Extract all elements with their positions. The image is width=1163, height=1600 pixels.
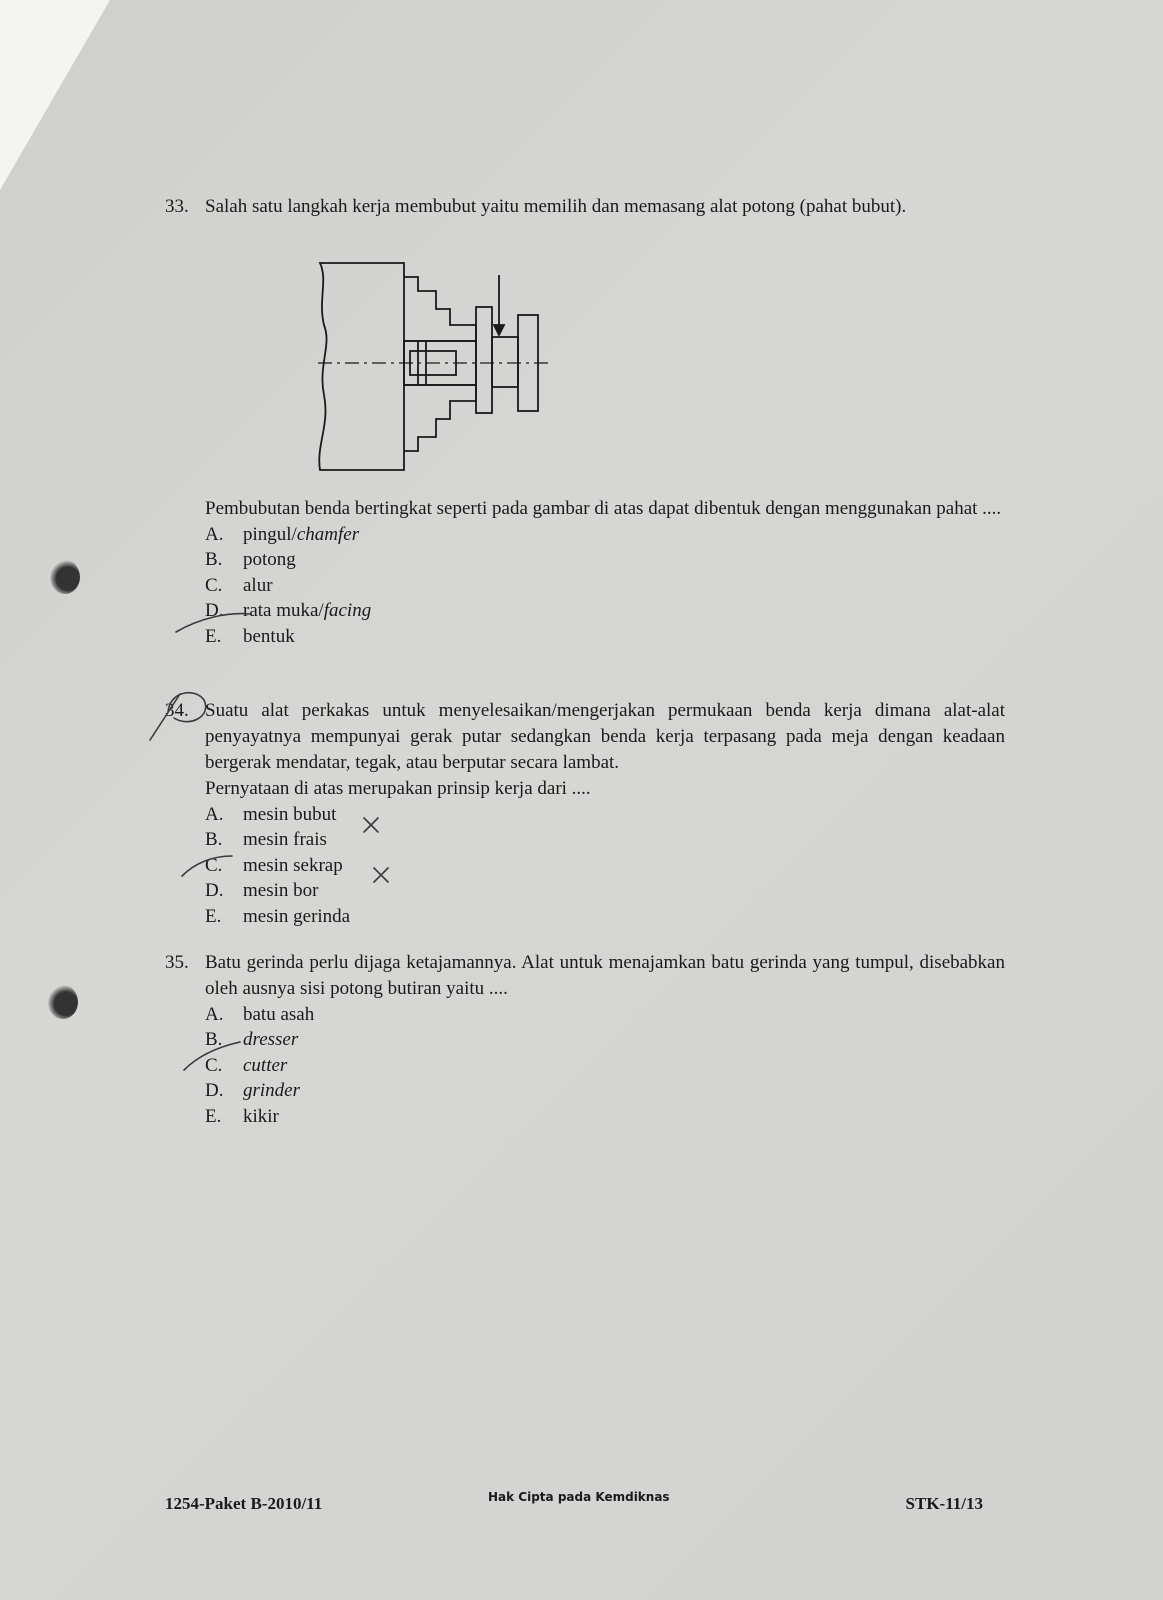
option-c[interactable]: C. cutter [205, 1054, 288, 1076]
option-a[interactable]: A. mesin bubut [205, 804, 337, 825]
answer-mark-q35-b [184, 1042, 240, 1070]
option-b[interactable]: B. potong [205, 549, 296, 571]
question-stem: Suatu alat perkakas untuk menyelesaikan/mengerjakan permukaan benda kerja dimana alat-alat penyayatnya mempunyai gerak putar sedangkan benda kerja terpasang pada meja dengan keadaan bergerak mendatar, tegak, atau berputar secara lambat. [205, 700, 1005, 773]
option-e[interactable]: E. mesin gerinda [205, 905, 351, 927]
footer-page-id: STK-11/13 [905, 1494, 983, 1513]
option-e[interactable]: E. kikir [205, 1105, 279, 1127]
option-d[interactable]: D. grinder [205, 1080, 300, 1102]
question-number: 35. [165, 952, 189, 973]
question-stem: Salah satu langkah kerja membubut yaitu memilih dan memasang alat potong (pahat bubut). [205, 196, 907, 217]
answer-mark-q34-circle [168, 693, 206, 722]
option-e[interactable]: E. bentuk [205, 625, 295, 647]
option-a[interactable]: A. pingul/ chamfer [205, 524, 360, 545]
option-b[interactable]: B. mesin frais [205, 829, 327, 851]
option-a[interactable]: A. batu asah [205, 1004, 315, 1025]
option-d[interactable]: D. rata muka/ facing [205, 600, 372, 622]
cross-mark-a [364, 818, 378, 832]
answer-mark-q34-b [182, 856, 232, 876]
option-b[interactable]: B. dresser [205, 1029, 299, 1051]
option-c[interactable]: C. alur [205, 574, 273, 596]
question-text: Pernyataan di atas merupakan prinsip kerja dari .... [205, 778, 591, 799]
question-number: 34. [165, 700, 189, 721]
question-text: Pembubutan benda bertingkat seperti pada gambar di atas dapat dibentuk dengan menggunakan pahat .... [205, 498, 1002, 519]
answer-mark-q33-c [176, 614, 250, 632]
question-stem: Batu gerinda perlu dijaga ketajamannya. Alat untuk menajamkan batu gerinda yang tumpul, disebabkan oleh ausnya sisi potong butiran yaitu .... [205, 952, 1005, 999]
footer-code: 1254-Paket B-2010/11 [165, 1494, 323, 1513]
option-d[interactable]: D. mesin bor [205, 880, 319, 902]
footer-copyright: Hak Cipta pada Kemdiknas [488, 1490, 670, 1504]
option-c[interactable]: C. mesin sekrap [205, 854, 343, 876]
answer-mark-q34-tick [150, 694, 180, 740]
cross-mark-c [374, 868, 388, 882]
question-number: 33. [165, 196, 189, 217]
